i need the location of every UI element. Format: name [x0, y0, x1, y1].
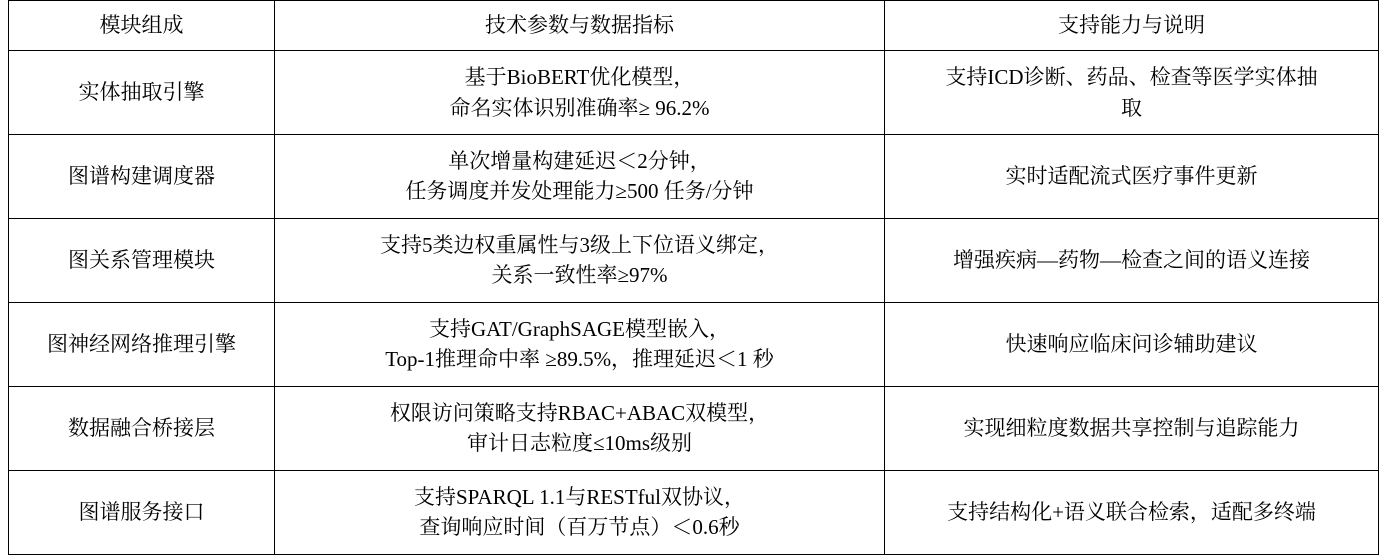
cell-params-line: 任务调度并发处理能力≥500 任务/分钟: [405, 179, 754, 204]
cell-params: [275, 51, 885, 135]
cell-support: [885, 470, 1379, 554]
cell-support-line: 实现细粒度数据共享控制与追踪能力: [963, 416, 1300, 441]
column-header-params: 技术参数与数据指标: [275, 1, 885, 51]
cell-module: 图关系管理模块: [9, 218, 275, 302]
cell-support: [885, 135, 1379, 219]
table-row: [9, 470, 1379, 554]
cell-params-line: 权限访问策略支持RBAC+ABAC双模型，: [389, 401, 770, 425]
column-header-module: 模块组成: [9, 1, 275, 51]
cell-support: [885, 51, 1379, 135]
cell-support-line: 支持ICD诊断、药品、检查等医学实体抽: [945, 65, 1318, 90]
cell-params: [275, 470, 885, 554]
cell-params-line: 支持5类边权重属性与3级上下位语义绑定，: [380, 233, 779, 258]
cell-module: 图神经网络推理引擎: [9, 302, 275, 386]
cell-params-line: Top-1推理命中率 ≥89.5%，推理延迟＜1 秒: [385, 347, 774, 372]
cell-support-line: 支持结构化+语义联合检索，适配多终端: [947, 500, 1316, 525]
specification-table: [8, 0, 1379, 555]
cell-params-line: 查询响应时间（百万节点）＜0.6秒: [419, 515, 740, 540]
table-row: [9, 135, 1379, 219]
table-row: [9, 51, 1379, 135]
cell-params-line: 关系一致性率≥97%: [491, 263, 668, 288]
cell-support: [885, 302, 1379, 386]
cell-params: [275, 386, 885, 470]
cell-support-line: 快速响应临床问诊辅助建议: [1005, 332, 1258, 357]
cell-support-line: 增强疾病—药物—检查之间的语义连接: [953, 248, 1310, 273]
cell-support-line: 实时适配流式医疗事件更新: [1005, 164, 1258, 189]
table-row: [9, 218, 1379, 302]
cell-params-line: 单次增量构建延迟＜2分钟，: [448, 149, 711, 174]
cell-params: [275, 302, 885, 386]
cell-params-line: 命名实体识别准确率≥ 96.2%: [449, 95, 710, 120]
cell-module: 实体抽取引擎: [9, 51, 275, 135]
cell-support: [885, 386, 1379, 470]
cell-params-line: 审计日志粒度≤10ms级别: [466, 431, 693, 456]
table-row: [9, 386, 1379, 470]
cell-support-line: 取: [1121, 95, 1142, 120]
cell-params-line: 支持GAT/GraphSAGE模型嵌入，: [429, 317, 730, 342]
cell-module: 图谱服务接口: [9, 470, 275, 554]
cell-support: [885, 218, 1379, 302]
cell-module: 数据融合桥接层: [9, 386, 275, 470]
cell-params-line: 基于BioBERT优化模型，: [464, 65, 695, 90]
cell-params: [275, 135, 885, 219]
cell-params: [275, 218, 885, 302]
cell-module: 图谱构建调度器: [9, 135, 275, 219]
table-header-row: [9, 1, 1379, 51]
cell-params-line: 支持SPARQL 1.1与RESTful双协议，: [414, 485, 745, 510]
column-header-support: 支持能力与说明: [885, 1, 1379, 51]
table-row: [9, 302, 1379, 386]
